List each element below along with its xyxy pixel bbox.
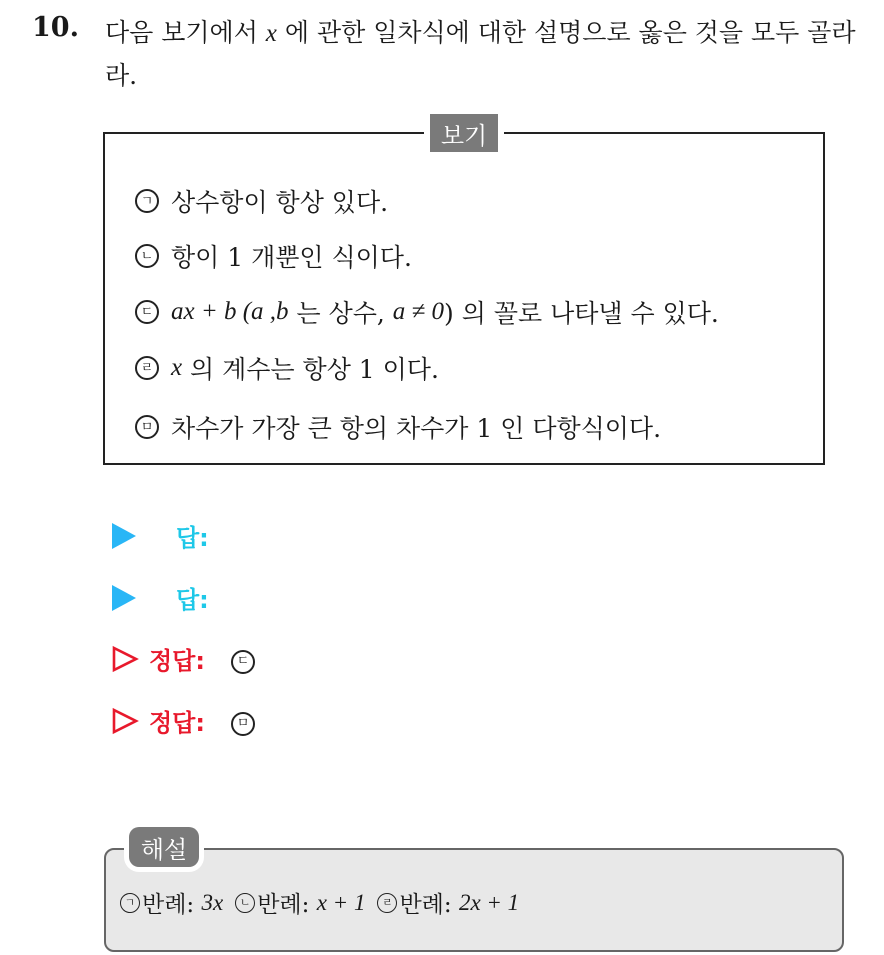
circled-mark: ㄷ	[135, 300, 159, 324]
bogi-item-5: ㅁ 차수가 가장 큰 항의 차수가 1 인 다항식이다.	[135, 409, 661, 445]
play-triangle-icon	[112, 523, 136, 549]
circled-mark: ㄱ	[120, 893, 140, 913]
question-text: 다음 보기에서 x 에 관한 일차식에 대한 설명으로 옳은 것을 모두 골라라.	[105, 18, 856, 90]
circled-mark: ㅁ	[135, 415, 159, 439]
circled-mark: ㄹ	[135, 356, 159, 380]
circled-mark: ㄴ	[235, 893, 255, 913]
answer-blank-2: 답:	[112, 580, 209, 615]
outline-triangle-icon	[111, 645, 139, 673]
solution-label: 해설	[129, 827, 199, 867]
bogi-item-3: ㄷ ax + b (a ,b 는 상수, a ≠ 0 ) 의 꼴로 나타낼 수 있다.	[135, 294, 719, 330]
circled-mark: ㄹ	[377, 893, 397, 913]
circled-mark: ㄴ	[135, 244, 159, 268]
question-number: 10.	[32, 12, 79, 43]
correct-answer-2: 정답: ㅁ	[111, 703, 267, 738]
circled-mark: ㄱ	[135, 189, 159, 213]
circled-mark: ㅁ	[231, 712, 255, 736]
circled-mark: ㄷ	[231, 650, 255, 674]
bogi-item-4: ㄹ x 의 계수는 항상 1 이다.	[135, 350, 439, 386]
bogi-item-1: ㄱ 상수항이 항상 있다.	[135, 183, 388, 219]
bogi-item-2: ㄴ 항이 1 개뿐인 식이다.	[135, 238, 412, 274]
answer-blank-1: 답:	[112, 518, 209, 553]
correct-answer-1: 정답: ㄷ	[111, 641, 267, 676]
play-triangle-icon	[112, 585, 136, 611]
bogi-label: 보기	[430, 114, 498, 152]
outline-triangle-icon	[111, 707, 139, 735]
solution-text: ㄱ 반례: 3x ㄴ 반례: x + 1 ㄹ 반례: 2x + 1	[120, 886, 531, 919]
